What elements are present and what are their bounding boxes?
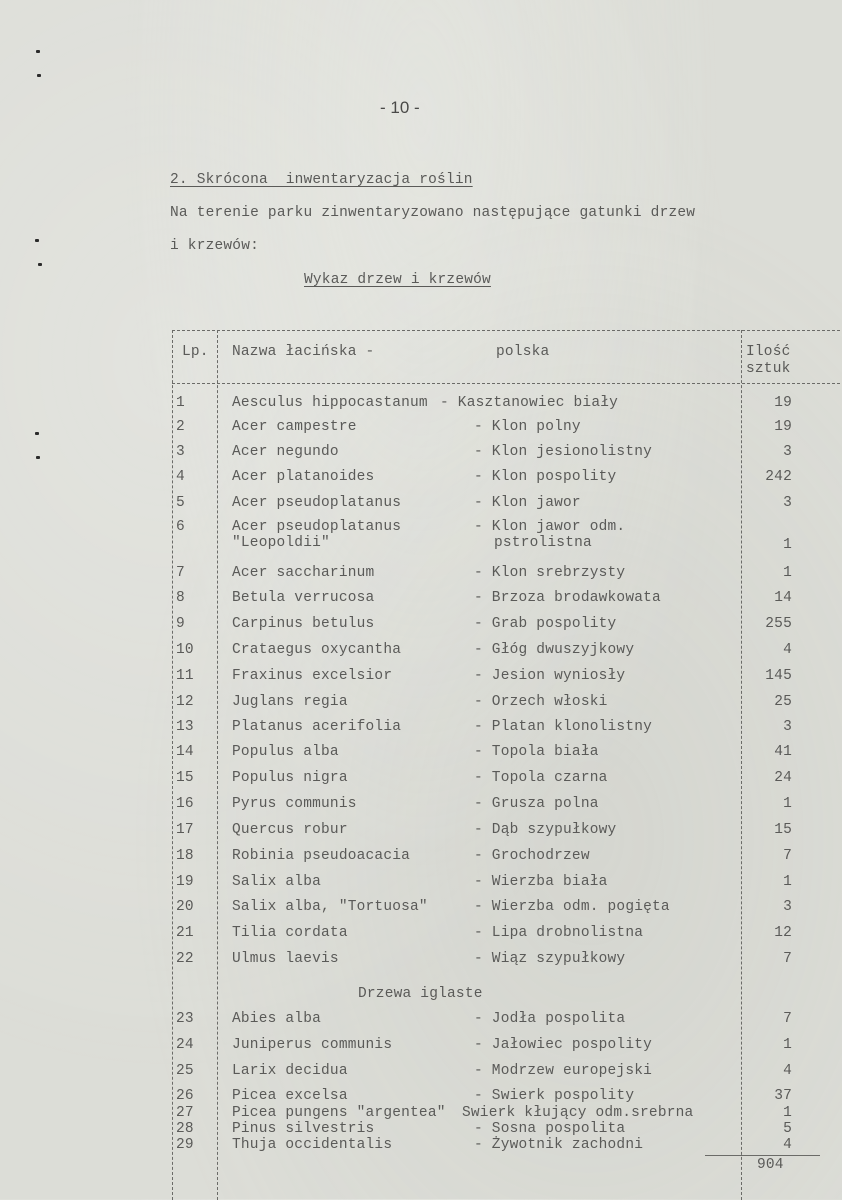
table-row xyxy=(0,469,842,489)
table-row xyxy=(0,874,842,894)
row-latin-name: Acer saccharinum xyxy=(232,565,375,581)
row-polish-name: - Sosna pospolita xyxy=(474,1121,626,1137)
row-quantity: 15 xyxy=(774,822,792,838)
row-quantity: 1 xyxy=(783,796,792,812)
section-heading: 2. Skrócona inwentaryzacja roślin xyxy=(170,172,473,188)
row-quantity: 3 xyxy=(783,719,792,735)
row-lp: 18 xyxy=(176,848,194,864)
row-quantity: 3 xyxy=(783,444,792,460)
row-latin-name: Aesculus hippocastanum xyxy=(232,395,428,411)
row-latin-name: Carpinus betulus xyxy=(232,616,375,632)
row-polish-name: - Swierk pospolity xyxy=(474,1088,635,1104)
row-quantity: 4 xyxy=(783,1137,792,1153)
row-latin-name: Acer campestre xyxy=(232,419,357,435)
row-polish-name: - Wierzba odm. pogięta xyxy=(474,899,670,915)
row-quantity: 19 xyxy=(774,419,792,435)
table-row xyxy=(0,770,842,790)
row-latin-name: Pinus silvestris xyxy=(232,1121,375,1137)
row-lp: 7 xyxy=(176,565,185,581)
row-quantity: 1 xyxy=(783,1105,792,1121)
table-row xyxy=(0,668,842,688)
row-polish-name: - Jodła pospolita xyxy=(474,1011,626,1027)
row-quantity: 145 xyxy=(765,668,792,684)
row-lp: 8 xyxy=(176,590,185,606)
row-lp: 17 xyxy=(176,822,194,838)
row-quantity: 1 xyxy=(783,537,792,553)
row-polish-name: - Jesion wyniosły xyxy=(474,668,626,684)
table-row xyxy=(0,694,842,714)
row-latin-name: Populus nigra xyxy=(232,770,348,786)
table-row xyxy=(0,796,842,816)
row-latin-name: Acer platanoides xyxy=(232,469,375,485)
row-latin-name: Populus alba xyxy=(232,744,339,760)
row-latin-name: Fraxinus excelsior xyxy=(232,668,393,684)
row-latin-name: Thuja occidentalis xyxy=(232,1137,393,1153)
row-polish-name: - Klon jesionolistny xyxy=(474,444,653,460)
table-row xyxy=(0,1011,842,1031)
table-row xyxy=(0,719,842,739)
row-polish-name: - Klon jawor xyxy=(474,495,581,511)
row-latin-name: Larix decidua xyxy=(232,1063,348,1079)
intro-line-2: i krzewów: xyxy=(170,238,260,254)
margin-dot xyxy=(38,263,42,266)
row-quantity: 24 xyxy=(774,770,792,786)
row-quantity: 7 xyxy=(783,848,792,864)
row-quantity: 242 xyxy=(765,469,792,485)
row-polish-name: Swierk kłujący odm.srebrna xyxy=(462,1105,694,1121)
row-latin-name: Abies alba xyxy=(232,1011,322,1027)
row-polish-name: - Orzech włoski xyxy=(474,694,608,710)
table-row xyxy=(0,848,842,868)
table-row xyxy=(0,590,842,610)
table-row xyxy=(0,495,842,515)
row-quantity: 7 xyxy=(783,1011,792,1027)
header-polish-name: polska xyxy=(496,344,550,360)
row-lp: 19 xyxy=(176,874,194,890)
table-row xyxy=(0,444,842,464)
row-lp: 15 xyxy=(176,770,194,786)
row-lp: 3 xyxy=(176,444,185,460)
row-lp: 9 xyxy=(176,616,185,632)
table-row xyxy=(0,899,842,919)
row-latin-name: Acer pseudoplatanus xyxy=(232,495,402,511)
table-top-rule xyxy=(172,330,840,331)
row-polish-name-cont: pstrolistna xyxy=(494,535,592,551)
table-title: Wykaz drzew i krzewów xyxy=(304,272,491,288)
row-quantity: 4 xyxy=(783,642,792,658)
row-quantity: 41 xyxy=(774,744,792,760)
row-latin-name: Betula verrucosa xyxy=(232,590,375,606)
row-latin-name: Juniperus communis xyxy=(232,1037,393,1053)
row-quantity: 5 xyxy=(783,1121,792,1137)
margin-dot xyxy=(36,50,40,53)
row-latin-name: Quercus robur xyxy=(232,822,348,838)
row-lp: 25 xyxy=(176,1063,194,1079)
header-quantity-unit: sztuk xyxy=(746,361,791,377)
row-lp: 28 xyxy=(176,1121,194,1137)
row-lp: 16 xyxy=(176,796,194,812)
row-lp: 6 xyxy=(176,519,185,535)
row-latin-name: Salix alba xyxy=(232,874,322,890)
row-lp: 20 xyxy=(176,899,194,915)
row-polish-name: - Lipa drobnolistna xyxy=(474,925,644,941)
row-lp: 27 xyxy=(176,1105,194,1121)
row-polish-name: - Klon pospolity xyxy=(474,469,617,485)
table-row xyxy=(0,822,842,842)
table-row xyxy=(0,565,842,585)
total-quantity: 904 xyxy=(757,1157,784,1173)
table-row xyxy=(0,616,842,636)
subheading-conifers: Drzewa iglaste xyxy=(358,986,483,1002)
row-latin-name: Salix alba, "Tortuosa" xyxy=(232,899,428,915)
row-lp: 10 xyxy=(176,642,194,658)
table-row xyxy=(0,1063,842,1083)
row-polish-name: - Klon polny xyxy=(474,419,581,435)
table-row xyxy=(0,925,842,945)
intro-line-1: Na terenie parku zinwentaryzowano następujące gatunki drzew xyxy=(170,205,696,221)
row-quantity: 1 xyxy=(783,1037,792,1053)
row-polish-name: - Topola czarna xyxy=(474,770,608,786)
row-quantity: 3 xyxy=(783,899,792,915)
header-bottom-rule xyxy=(172,383,840,384)
row-polish-name: - Dąb szypułkowy xyxy=(474,822,617,838)
margin-dot xyxy=(35,239,39,242)
row-latin-name: Platanus acerifolia xyxy=(232,719,402,735)
total-rule xyxy=(705,1155,820,1156)
row-quantity: 7 xyxy=(783,951,792,967)
table-row xyxy=(0,951,842,971)
table-row xyxy=(0,1137,842,1157)
row-lp: 14 xyxy=(176,744,194,760)
row-lp: 4 xyxy=(176,469,185,485)
row-polish-name: - Kasztanowiec biały xyxy=(440,395,619,411)
row-lp: 12 xyxy=(176,694,194,710)
row-latin-name: Pyrus communis xyxy=(232,796,357,812)
row-latin-name: Juglans regia xyxy=(232,694,348,710)
row-quantity: 19 xyxy=(774,395,792,411)
margin-dot xyxy=(37,74,41,77)
row-latin-name: Acer pseudoplatanus xyxy=(232,519,402,535)
row-latin-name: Ulmus laevis xyxy=(232,951,339,967)
page-number: - 10 - xyxy=(380,98,420,117)
row-quantity: 255 xyxy=(765,616,792,632)
table-row xyxy=(0,1037,842,1057)
row-lp: 24 xyxy=(176,1037,194,1053)
row-lp: 1 xyxy=(176,395,185,411)
header-latin-name: Nazwa łacińska - xyxy=(232,344,375,360)
row-lp: 26 xyxy=(176,1088,194,1104)
row-quantity: 4 xyxy=(783,1063,792,1079)
row-polish-name: - Brzoza brodawkowata xyxy=(474,590,661,606)
row-latin-name: Acer negundo xyxy=(232,444,339,460)
table-row xyxy=(0,642,842,662)
row-polish-name: - Platan klonolistny xyxy=(474,719,653,735)
row-polish-name: - Żywotnik zachodni xyxy=(474,1137,644,1153)
row-latin-cultivar: "Leopoldii" xyxy=(232,535,330,551)
table-row xyxy=(0,519,842,559)
row-lp: 2 xyxy=(176,419,185,435)
row-lp: 11 xyxy=(176,668,194,684)
row-polish-name: - Głóg dwuszyjkowy xyxy=(474,642,635,658)
row-polish-name: - Jałowiec pospolity xyxy=(474,1037,653,1053)
row-polish-name: - Wiąz szypułkowy xyxy=(474,951,626,967)
row-quantity: 12 xyxy=(774,925,792,941)
row-quantity: 14 xyxy=(774,590,792,606)
row-quantity: 1 xyxy=(783,565,792,581)
header-lp: Lp. xyxy=(182,344,209,360)
row-polish-name: - Klon srebrzysty xyxy=(474,565,626,581)
row-lp: 22 xyxy=(176,951,194,967)
row-lp: 5 xyxy=(176,495,185,511)
table-row xyxy=(0,395,842,415)
row-polish-name: - Wierzba biała xyxy=(474,874,608,890)
row-polish-name: - Klon jawor odm. xyxy=(474,519,626,535)
row-quantity: 25 xyxy=(774,694,792,710)
header-quantity: Ilość xyxy=(746,344,791,360)
row-latin-name: Crataegus oxycantha xyxy=(232,642,402,658)
row-quantity: 3 xyxy=(783,495,792,511)
row-lp: 21 xyxy=(176,925,194,941)
row-polish-name: - Grusza polna xyxy=(474,796,599,812)
row-quantity: 37 xyxy=(774,1088,792,1104)
row-polish-name: - Grochodrzew xyxy=(474,848,590,864)
table-row xyxy=(0,744,842,764)
row-polish-name: - Modrzew europejski xyxy=(474,1063,653,1079)
row-latin-name: Tilia cordata xyxy=(232,925,348,941)
row-lp: 13 xyxy=(176,719,194,735)
row-latin-name: Robinia pseudoacacia xyxy=(232,848,411,864)
row-polish-name: - Grab pospolity xyxy=(474,616,617,632)
row-polish-name: - Topola biała xyxy=(474,744,599,760)
row-lp: 29 xyxy=(176,1137,194,1153)
table-row xyxy=(0,419,842,439)
row-latin-name: Picea pungens "argentea" xyxy=(232,1105,446,1121)
row-lp: 23 xyxy=(176,1011,194,1027)
row-quantity: 1 xyxy=(783,874,792,890)
row-latin-name: Picea excelsa xyxy=(232,1088,348,1104)
